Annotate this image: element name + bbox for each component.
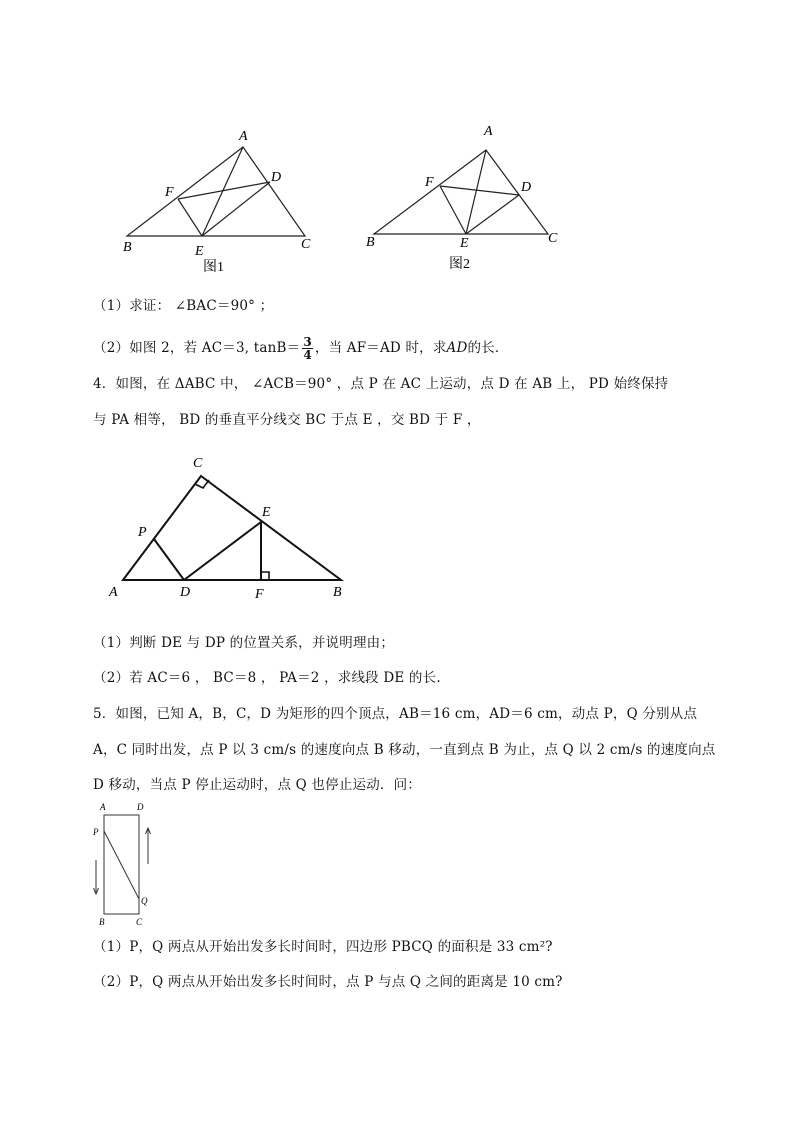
label-E: E [195, 244, 204, 259]
problem-5-line-2: A，C 同时出发，点 P 以 3 cm/s 的速度向点 B 移动，一直到点 B 为止，点 Q 以 2 cm/s 的速度向点 [93, 742, 716, 758]
figure-4 [105, 448, 365, 608]
label-A: A [239, 129, 248, 144]
label-P: P [138, 525, 147, 540]
figure-2 [360, 118, 570, 278]
label-B: B [366, 235, 375, 250]
problem-5-line-1: 5．如图，已知 A，B，C，D 为矩形的四个顶点，AB＝16 cm，AD＝6 cm，动点 P，Q 分别从点 [93, 706, 698, 722]
label-D: D [180, 585, 191, 600]
label-B: B [99, 917, 105, 927]
label-F: F [425, 175, 434, 190]
label-C: C [548, 231, 558, 246]
problem-4-line-1: 4．如图，在 ΔABC 中， ∠ACB＝90° ，点 P 在 AC 上运动，点 D 在 AB 上， PD 始终保持 [93, 376, 669, 392]
label-D: D [137, 802, 144, 812]
figure-1 [115, 120, 325, 280]
label-E: E [460, 236, 469, 251]
problem-3-part-2: （2）如图 2，若 AC＝3, tanB＝ $\frac{3}{4}$ ，当 AF＝AD 时，求AD的长． [93, 335, 509, 362]
label-B: B [333, 585, 342, 600]
problem-4-part-2: （2）若 AC＝6 ， BC＝8 ， PA＝2 ，求线段 DE 的长. [93, 670, 441, 686]
label-E: E [262, 505, 271, 520]
label-B: B [123, 240, 132, 255]
fraction-tanB: $\frac{3}{4}$ [303, 335, 312, 362]
label-Q: Q [141, 896, 148, 906]
problem-4-part-1: （1）判断 DE 与 DP 的位置关系，并说明理由； [93, 635, 395, 651]
problem-4-line-2: 与 PA 相等， BD 的垂直平分线交 BC 于点 E ，交 BD 于 F ， [93, 412, 481, 428]
label-D: D [521, 180, 532, 195]
figure-5 [90, 800, 160, 930]
label-A: A [100, 802, 106, 812]
label-F: F [255, 587, 264, 602]
label-C: C [136, 917, 143, 927]
figure-1-caption: 图1 [203, 260, 224, 275]
label-A: A [484, 124, 493, 139]
problem-5-part-2: （2）P，Q 两点从开始出发多长时间时，点 P 与点 Q 之间的距离是 10 cm? [93, 974, 563, 990]
label-C: C [301, 237, 311, 252]
label-F: F [165, 185, 174, 200]
label-A: A [109, 585, 118, 600]
figure-2-caption: 图2 [449, 257, 470, 272]
problem-3-part-1: （1）求证： ∠BAC＝90° ； [93, 298, 274, 314]
problem-5-part-1: （1）P，Q 两点从开始出发多长时间时，四边形 PBCQ 的面积是 33 cm²? [93, 939, 553, 955]
problem-5-line-3: D 移动，当点 P 停止运动时，点 Q 也停止运动．问： [93, 777, 422, 793]
label-P: P [93, 827, 99, 837]
label-D: D [271, 170, 282, 185]
label-C: C [193, 456, 203, 471]
